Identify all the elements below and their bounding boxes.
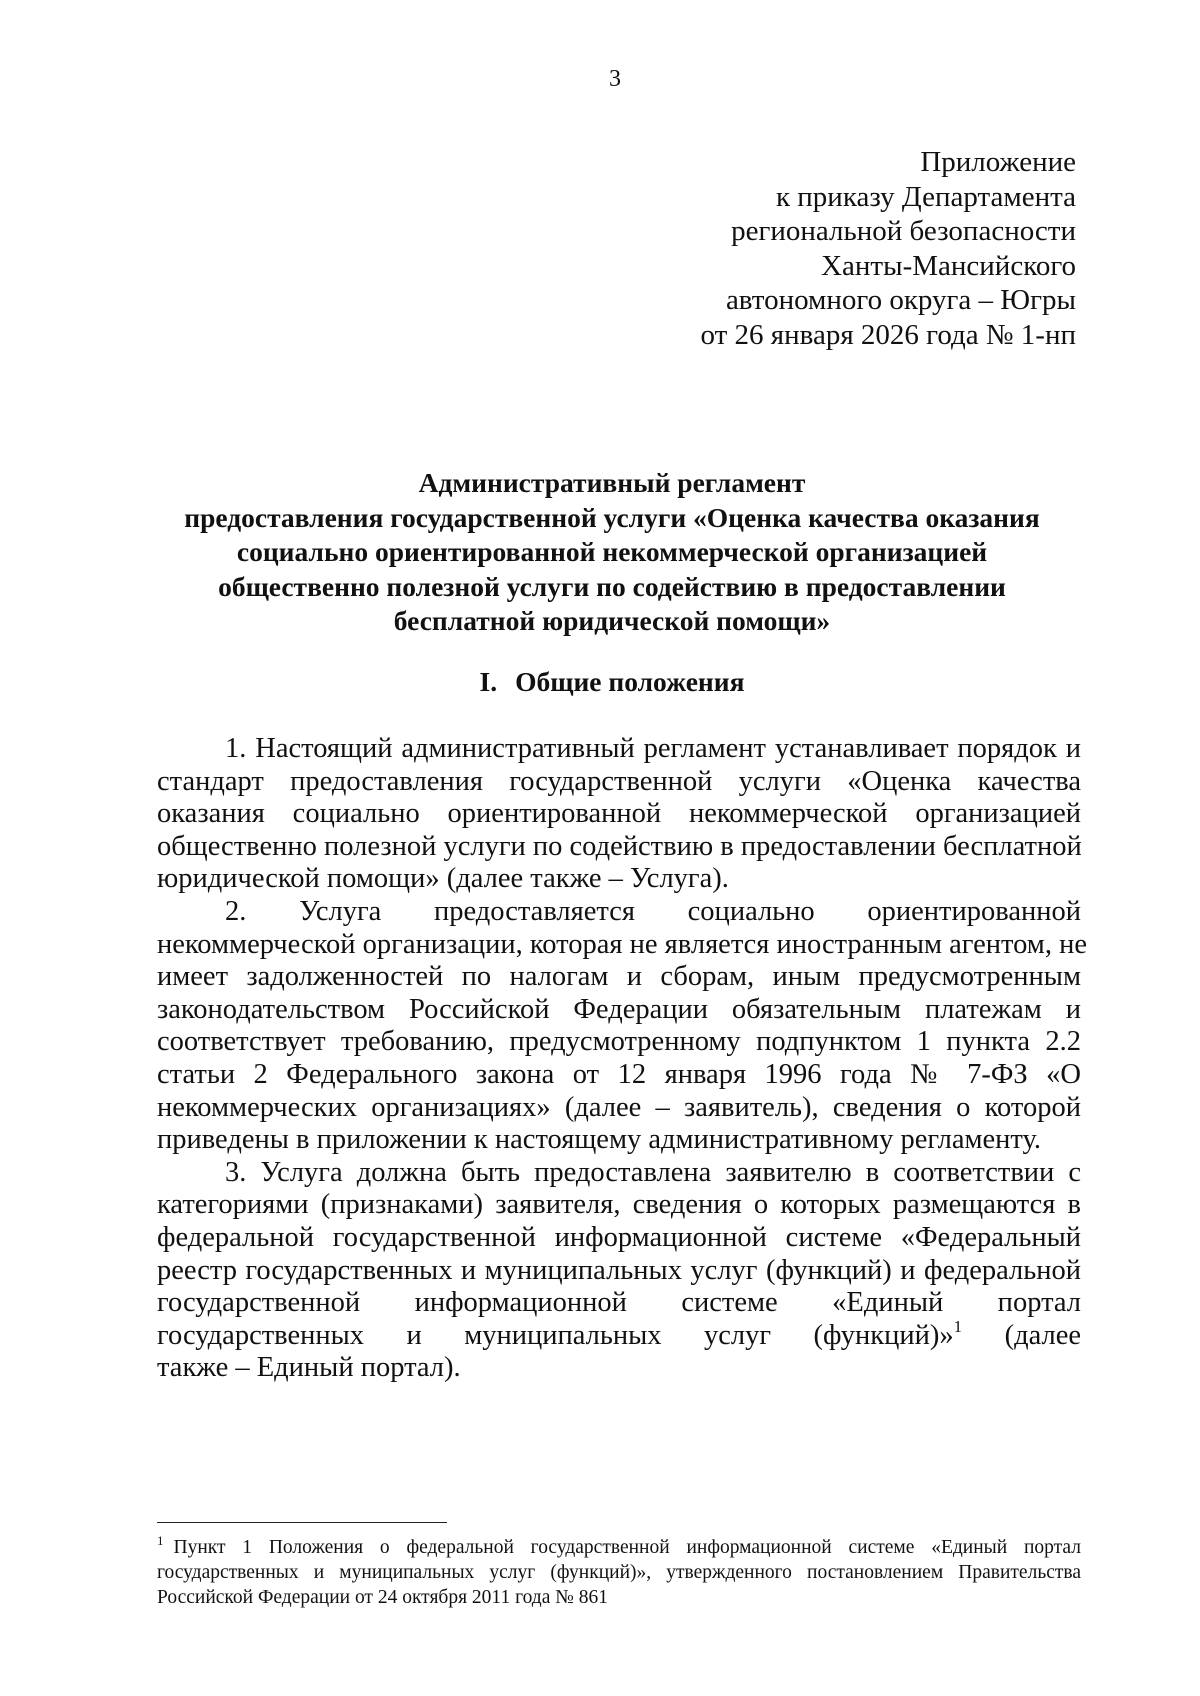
paragraph-line: имеет задолженностей по налогам и сборам, иным предусмотренным (157, 961, 1081, 993)
title-line: Административный регламент (418, 467, 806, 498)
appendix-line: Приложение (920, 146, 1076, 178)
footnote-line: Российской Федерации от 24 октября 2011 года № 861 (157, 1587, 608, 1608)
title-line: бесплатной юридической помощи» (393, 605, 831, 636)
paragraph-line: оказания социально ориентированной некоммерческой организацией (157, 798, 1081, 830)
paragraph-line: категориями (признаками) заявителя, сведения о которых размещаются в (157, 1189, 1081, 1221)
footnote (157, 1535, 1081, 1610)
body-text (157, 733, 1087, 1385)
footnote-line (157, 1535, 1081, 1560)
paragraph-line: федеральной государственной информационной системе «Федеральный (157, 1221, 1081, 1253)
paragraph-2 (157, 895, 1087, 1157)
line-text: (далее (1004, 1319, 1081, 1351)
paragraph-line: 3. Услуга должна быть предоставлена заявителю в соответствии с (225, 1156, 1081, 1188)
page-number: 3 (609, 66, 621, 92)
title-line: социально ориентированной некоммерческой организацией (236, 536, 988, 567)
paragraph-line: стандарт предоставления государственной услуги «Оценка качества (157, 765, 1081, 797)
appendix-line: к приказу Департамента (775, 180, 1076, 213)
paragraph-line: 2. Услуга предоставляется социально ориентированной (225, 895, 1081, 927)
appendix-line: региональной безопасности (731, 215, 1076, 247)
paragraph-line: юридической помощи» (далее также – Услуга). (157, 863, 729, 895)
appendix-line: Ханты-Мансийского (821, 249, 1076, 282)
paragraph-line: реестр государственных и муниципальных услуг (функций) и федеральной (157, 1254, 1081, 1286)
footnote-reference[interactable]: 1 (953, 1316, 963, 1336)
paragraph-line: статьи 2 Федерального закона от 12 января 1996 года № 7-ФЗ «О (157, 1058, 1081, 1090)
paragraph-line: некоммерческой организации, которая не является иностранным агентом, не (157, 928, 1087, 960)
paragraph-line: некоммерческих организациях» (далее – заявитель), сведения о которой (157, 1091, 1081, 1123)
paragraph-1 (157, 733, 1081, 896)
document-title (150, 466, 1074, 639)
section-heading (150, 665, 1074, 699)
footnote-line: государственных и муниципальных услуг (функций)», утвержденного постановлением Правительства (157, 1562, 1081, 1583)
footnote-marker: 1 (157, 1533, 164, 1548)
paragraph-line-with-footnote (157, 1316, 1081, 1353)
section-number: I. (479, 666, 498, 697)
footnote-divider (157, 1522, 447, 1523)
paragraph-line: приведены в приложении к настоящему административному регламенту. (157, 1124, 1042, 1156)
paragraph-line: соответствует требованию, предусмотренному подпунктом 1 пункта 2.2 (157, 1026, 1081, 1058)
line-text: государственных и муниципальных услуг (функций)» (157, 1319, 954, 1351)
appendix-block (701, 145, 1077, 352)
paragraph-line: также – Единый портал). (157, 1352, 461, 1384)
section-title: Общие положения (515, 666, 745, 697)
paragraph-line: общественно полезной услуги по содействию в предоставлении бесплатной (157, 830, 1082, 862)
appendix-line: от 26 января 2026 года № 1-нп (700, 318, 1076, 351)
paragraph-line: государственной информационной системе «Единый портал (157, 1287, 1081, 1319)
footnote-text: Пункт 1 Положения о федеральной государственной информационной системе «Единый портал (173, 1537, 1081, 1558)
paragraph-3 (157, 1157, 1081, 1385)
paragraph-line: 1. Настоящий административный регламент устанавливает порядок и (225, 733, 1081, 764)
title-line: предоставления государственной услуги «Оценка качества оказания (184, 501, 1040, 533)
appendix-line: автономного округа – Югры (725, 284, 1076, 316)
paragraph-line: законодательством Российской Федерации обязательным платежам и (157, 993, 1081, 1025)
title-line: общественно полезной услуги по содействию в предоставлении (218, 570, 1006, 602)
